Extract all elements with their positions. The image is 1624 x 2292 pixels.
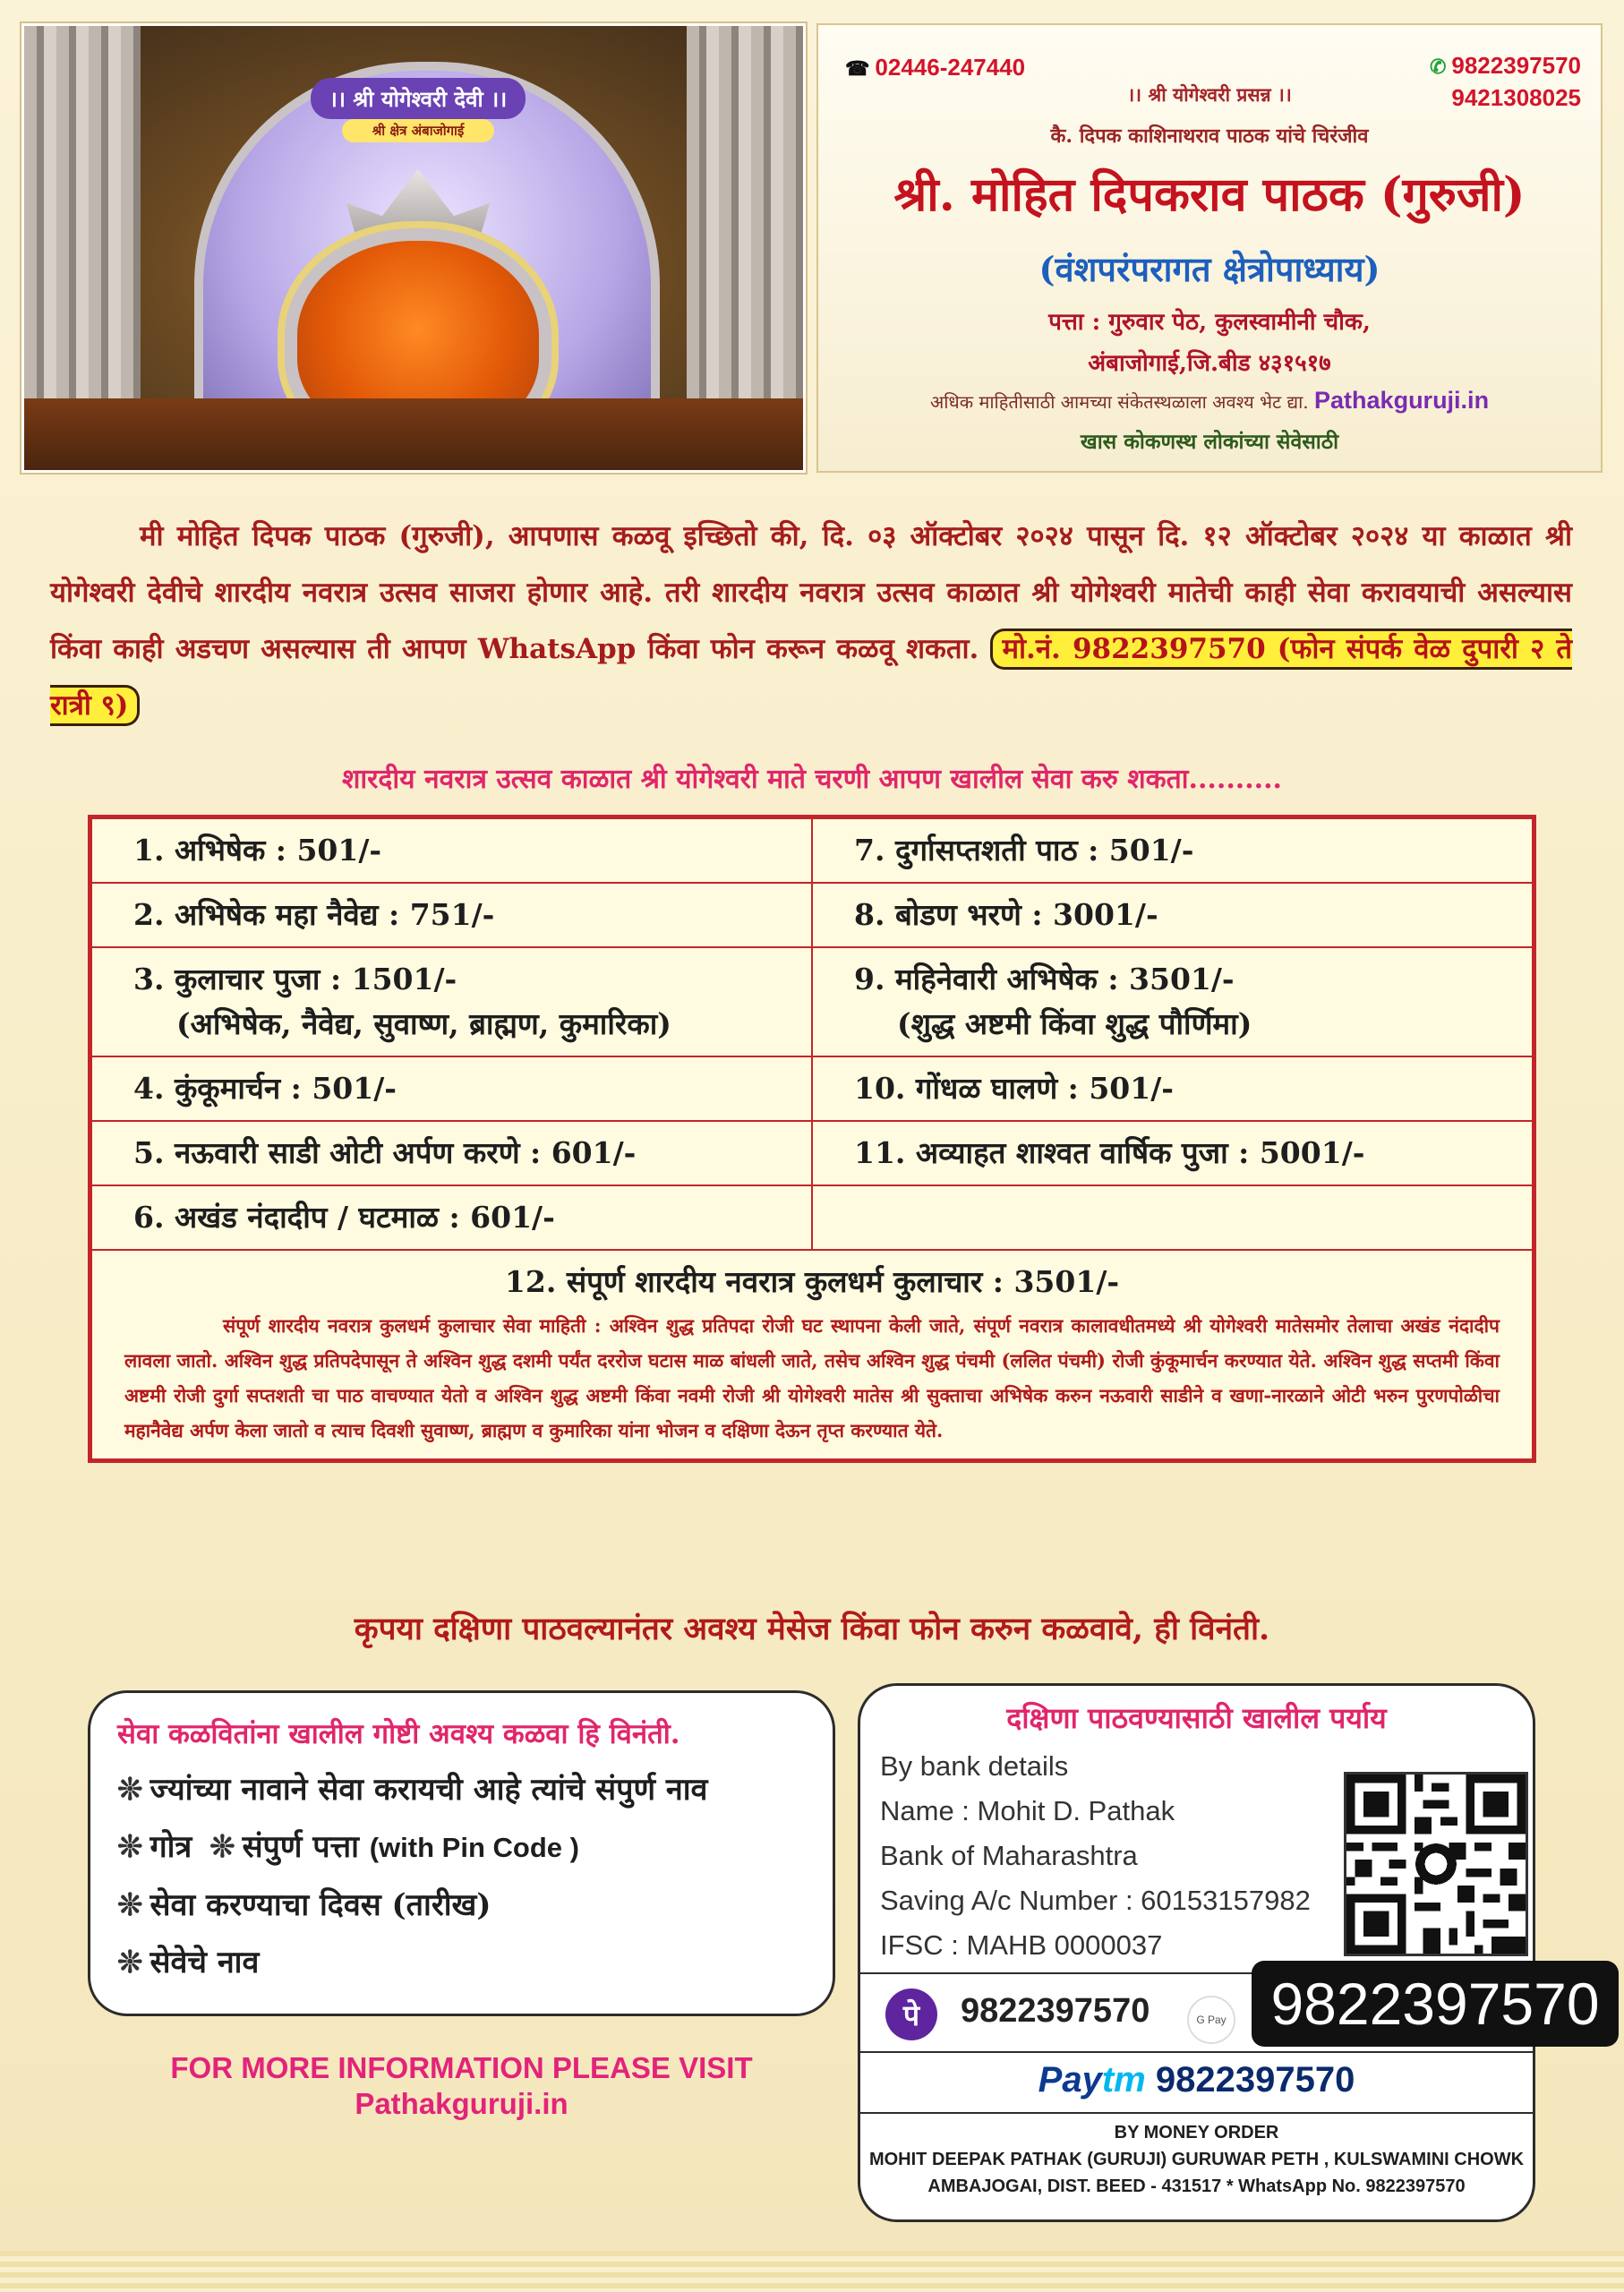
bottom-border-stripe (0, 2251, 1624, 2292)
divider (860, 2112, 1533, 2114)
service-9: 9. महिनेवारी अभिषेक : 3501/- (शुद्ध अष्टमी किंवा शुद्ध पौर्णिमा) (812, 947, 1533, 1056)
bullet-star-icon: ❊ (117, 1945, 143, 1980)
more-info-line: अधिक माहितीसाठी आमच्या संकेतस्थळाला अवश्य भेट द्या. Pathakguruji.in (929, 387, 1490, 414)
payment-box (858, 1683, 1535, 2222)
service-11: 11. अव्याहत शाश्वत वार्षिक पुजा : 5001/- (812, 1121, 1533, 1185)
visit-info: FOR MORE INFORMATION PLEASE VISIT Pathakguruji.in (88, 2050, 835, 2122)
account-number: Saving A/c Number : 60153157982 (880, 1885, 1311, 1916)
bank-heading: By bank details (880, 1750, 1069, 1782)
table-row (91, 947, 1533, 1056)
table-row (91, 1185, 1533, 1250)
deity-photo (21, 23, 806, 473)
table-row (91, 818, 1533, 883)
photo-subbanner: श्री क्षेत्र अंबाजोगाई (342, 119, 494, 142)
address-line-2: अंबाजोगाई,जि.बीड ४३१५१७ (1088, 350, 1331, 377)
contact-highlight[interactable]: मो.नं. 9822397570 (फोन संपर्क वेळ दुपारी २ ते रात्री ९) (50, 629, 1572, 726)
priest-title: (वंशपरंपरागत क्षेत्रोपाध्याय) (1039, 249, 1380, 289)
service-5: 5. नऊवारी साडी ओटी अर्पण करणे : 601/- (91, 1121, 812, 1185)
list-item: ❊ सेवा करण्याचा दिवस (तारीख) (117, 1887, 491, 1923)
services-heading: शारदीय नवरात्र उत्सव काळात श्री योगेश्वरी माते चरणी आपण खालील सेवा करु शकता.......... (341, 764, 1282, 795)
service-12-title: 12. संपूर्ण शारदीय नवरात्र कुलधर्म कुलाचार : 3501/- (504, 1264, 1120, 1299)
table-row (91, 1056, 1533, 1121)
qr-code-icon[interactable] (1344, 1772, 1528, 1956)
paytm-row[interactable] (860, 2060, 1533, 2100)
service-2: 2. अभिषेक महा नैवेद्य : 751/- (91, 883, 812, 947)
table-row (91, 1250, 1533, 1459)
request-line: कृपया दक्षिणा पाठवल्यानंतर अवश्य मेसेज किंवा फोन करुन कळवावे, ही विनंती. (354, 1611, 1270, 1647)
lineage-line: कै. दिपक काशिनाथराव पाठक यांचे चिरंजीव (1050, 124, 1369, 148)
landline-phone[interactable]: ☎ 02446-247440 (845, 54, 1026, 81)
photo-banner: ।। श्री योगेश्वरी देवी ।। (311, 78, 526, 119)
website-link[interactable]: Pathakguruji.in (1314, 387, 1490, 414)
list-item: ❊ ज्यांच्या नावाने सेवा करायची आहे त्यांचे संपुर्ण नाव (117, 1772, 708, 1808)
phonepe-icon: पे (885, 1988, 937, 2040)
instructions-title: सेवा कळवितांना खालील गोष्टी अवश्य कळवा हि विनंती. (117, 1718, 680, 1750)
phonepe-number[interactable]: 9822397570 (961, 1992, 1150, 2030)
ifsc-code: IFSC : MAHB 0000037 (880, 1929, 1163, 1961)
paytm-number: 9822397570 (1155, 2060, 1355, 2100)
payment-title: दक्षिणा पाठवण्यासाठी खालील पर्याय (1006, 1701, 1387, 1735)
service-4: 4. कुंकूमार्चन : 501/- (91, 1056, 812, 1121)
bullet-star-icon: ❊ (117, 1829, 143, 1865)
service-8: 8. बोडण भरणे : 3001/- (812, 883, 1533, 947)
service-10: 10. गोंधळ घालणे : 501/- (812, 1056, 1533, 1121)
money-order-details: BY MONEY ORDER MOHIT DEEPAK PATHAK (GURUJI) GURUWAR PETH , KULSWAMINI CHOWK AMBAJOGAI, DIST. BEED - 431517 * WhatsApp No. 9822397570 (868, 2123, 1525, 2196)
list-item: ❊ गोत्र ❊ संपुर्ण पत्ता (with Pin Code ) (117, 1829, 579, 1865)
visit-website-link[interactable]: Pathakguruji.in (355, 2087, 568, 2120)
intro-paragraph: मी मोहित दिपक पाठक (गुरुजी), आपणास कळवू इच्छितो की, दि. ०३ ऑक्टोबर २०२४ पासून दि. १२ ऑक्टोबर २०२४ या काळात श्री योगेश्वरी देवीचे शारदीय नवरात्र उत्सव साजरा होणार आहे. तरी शारदीय नवरात्र उत्सव काळात श्री योगेश्वरी मातेची काही सेवा करावयाची असल्यास किंवा काही अडचण असल्यास ती आपण WhatsApp किंवा फोन करून कळवू शकता. मो.नं. 9822397570 (फोन संपर्क वेळ दुपारी २ ते रात्री ९) (50, 509, 1572, 734)
mobile-phones[interactable]: ✆ 9822397570 9421308025 (1429, 52, 1581, 111)
invocation-line: ।। श्री योगेश्वरी प्रसन्न ।। (1127, 83, 1292, 106)
whatsapp-icon: ✆ (1429, 56, 1447, 78)
gpay-icon: G Pay (1187, 1996, 1235, 2044)
phone-icon: ☎ (845, 57, 870, 80)
priest-name: श्री. मोहित दिपकराव पाठक (गुरुजी) (893, 167, 1526, 222)
altar-base (24, 398, 803, 470)
bullet-star-icon: ❊ (117, 1887, 143, 1923)
bullet-star-icon: ❊ (209, 1829, 235, 1865)
service-1: 1. अभिषेक : 501/- (91, 818, 812, 883)
phone-number-overlay: 9822397570 (1252, 1961, 1619, 2047)
service-3: 3. कुलाचार पुजा : 1501/- (अभिषेक, नैवेद्य, सुवाष्ण, ब्राह्मण, कुमारिका) (91, 947, 812, 1056)
bank-name: Bank of Maharashtra (880, 1840, 1138, 1871)
service-12 (91, 1250, 1533, 1459)
header-info-panel (816, 23, 1603, 473)
account-name: Name : Mohit D. Pathak (880, 1795, 1175, 1826)
table-row (91, 1121, 1533, 1185)
services-table (88, 815, 1536, 1463)
kokan-line: खास कोकणस्थ लोकांच्या सेवेसाठी (1080, 430, 1339, 454)
divider (860, 2051, 1533, 2053)
service-6: 6. अखंड नंदादीप / घटमाळ : 601/- (91, 1185, 812, 1250)
address-line-1: पत्ता : गुरुवार पेठ, कुलस्वामीनी चौक, (1048, 309, 1371, 336)
bullet-star-icon: ❊ (117, 1772, 143, 1808)
empty-cell (812, 1185, 1533, 1250)
paytm-logo: Paytm (1038, 2060, 1146, 2100)
list-item: ❊ सेवेचे नाव (117, 1945, 260, 1980)
table-row (91, 883, 1533, 947)
service-7: 7. दुर्गासप्तशती पाठ : 501/- (812, 818, 1533, 883)
service-12-description: संपूर्ण शारदीय नवरात्र कुलधर्म कुलाचार सेवा माहिती : अश्विन शुद्ध प्रतिपदा रोजी घट स्थापना केली जाते, संपूर्ण नवरात्र कालावधीतमध्ये श्री योगेश्वरी मातेसमोर तेलाचा अखंड नंदादीप लावला जातो. अश्विन शुद्ध प्रतिपदेपासून ते अश्विन शुद्ध दशमी पर्यंत दररोज घटास माळ बांधली जाते, तसेच अश्विन शुद्ध पंचमी (ललित पंचमी) रोजी कुंकूमार्चन करण्यात येते. अश्विन शुद्ध सप्तमी किंवा अष्टमी रोजी दुर्गा सप्तशती चा पाठ वाचण्यात येतो व अश्विन शुद्ध अष्टमी किंवा नवमी रोजी श्री योगेश्वरी मातेस श्री सुक्ताचा अभिषेक करुन नऊवारी साडीने व खणा-नारळाने ओटी भरुन पुरणपोळीचा महानैवेद्य अर्पण केला जातो व त्याच दिवशी सुवाष्ण, ब्राह्मण व कुमारिका यांना भोजन व दक्षिणा देऊन तृप्त करण्यात येते. (124, 1314, 1500, 1441)
instructions-box (88, 1690, 835, 2016)
